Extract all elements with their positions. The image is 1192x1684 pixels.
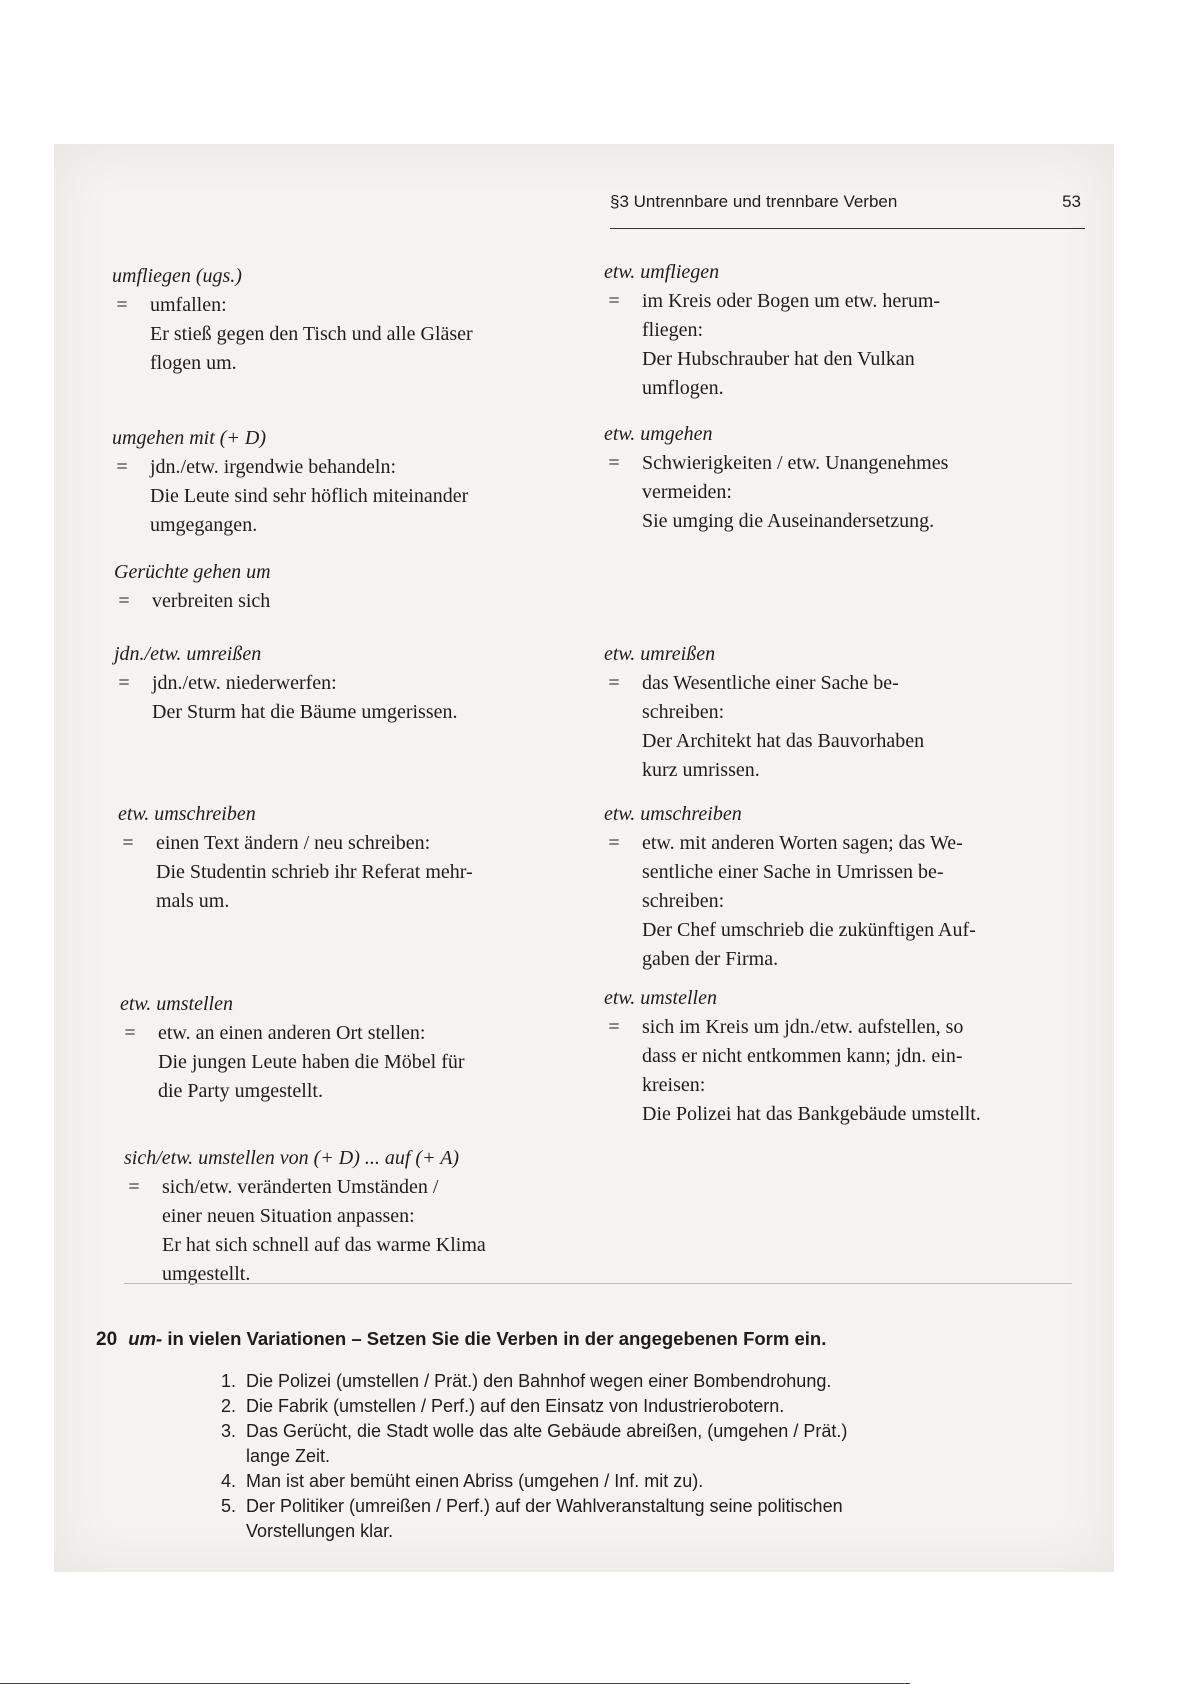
entry-umgehen-mit [112,424,468,540]
section-title: §3 Untrennbare und trennbare Verben [610,192,898,211]
headword: jdn./etw. umreißen [114,643,262,665]
exercise-heading [96,1328,1086,1351]
exercise-title: in vielen Variationen – Setzen Sie die Verben in der angegebenen Form ein. [167,1328,827,1349]
example-line: mals um. [156,890,230,912]
running-head [610,188,1085,229]
example-line: dass er nicht entkommen kann; jdn. ein- [642,1045,963,1067]
example-line: fliegen: [642,319,704,341]
headword: sich/etw. umstellen von (+ D) ... auf (+ A) [124,1147,460,1169]
example-line: sentliche einer Sache in Umrissen be- [642,861,944,883]
item-text: Das Gerücht, die Stadt wolle das alte Gebäude abreißen, (umgehen / Prät.) [246,1421,848,1441]
definition: = etw. mit anderen Worten sagen; das We- [608,832,963,854]
item-text: lange Zeit. [246,1446,331,1466]
headword: etw. umstellen [120,993,233,1015]
entry-etw-umgehen [604,420,948,536]
example-line: Sie umging die Auseinandersetzung. [642,510,935,532]
exercise-prefix: um- [128,1328,163,1349]
example-line: schreiben: [642,701,725,723]
item-text: Der Politiker (umreißen / Perf.) auf der Wahlveranstaltung seine politischen [246,1496,843,1516]
entry-umstellen-ort [120,990,465,1106]
headword: etw. umschreiben [118,803,256,825]
example-line: Der Chef umschrieb die zukünftigen Auf- [642,919,976,941]
definition: = umfallen: [116,294,227,316]
exercise-item [206,1369,1086,1394]
item-number: 3. [220,1421,236,1441]
exercise-list [96,1369,1086,1544]
item-number: 2. [220,1396,236,1416]
entry-geruechte-gehen-um [114,558,271,616]
item-text: Vorstellungen klar. [246,1521,394,1541]
definition: = sich im Kreis um jdn./etw. aufstellen, so [608,1016,964,1038]
headword: etw. umfliegen [604,261,720,283]
headword: etw. umstellen [604,987,717,1009]
exercise-item [206,1419,1086,1469]
example-line: umflogen. [642,377,724,399]
item-text: Die Fabrik (umstellen / Perf.) auf den Einsatz von Industrierobotern. [246,1396,785,1416]
entry-umreissen-jdn [114,640,458,727]
definition: = etw. an einen anderen Ort stellen: [124,1022,426,1044]
headword: etw. umreißen [604,643,716,665]
exercise-item [206,1469,1086,1494]
example-line: umgegangen. [150,514,258,536]
definition: = verbreiten sich [118,590,271,612]
section-divider [124,1283,1072,1284]
definition: = das Wesentliche einer Sache be- [608,672,899,694]
example-line: Die Polizei hat das Bankgebäude umstellt. [642,1103,981,1125]
definition: = jdn./etw. irgendwie behandeln: [116,456,397,478]
headword: umfliegen (ugs.) [112,265,242,287]
definition: = Schwierigkeiten / etw. Unangenehmes [608,452,949,474]
example-line: Der Sturm hat die Bäume umgerissen. [152,701,458,723]
example-line: kurz umrissen. [642,759,760,781]
definition: = jdn./etw. niederwerfen: [118,672,337,694]
example-line: umgestellt. [162,1263,251,1285]
exercise-item [206,1494,1086,1544]
example-line: flogen um. [150,352,237,374]
item-text: Die Polizei (umstellen / Prät.) den Bahnhof wegen einer Bombendrohung. [246,1371,832,1391]
definition: = sich/etw. veränderten Umständen / [128,1176,439,1198]
example-line: einer neuen Situation anpassen: [162,1205,415,1227]
example-line: Der Hubschrauber hat den Vulkan [642,348,915,370]
entry-etw-umstellen-kreis [604,984,981,1129]
definition: = einen Text ändern / neu schreiben: [122,832,431,854]
example-line: Die Studentin schrieb ihr Referat mehr- [156,861,473,883]
exercise-item [206,1394,1086,1419]
example-line: Die jungen Leute haben die Möbel für [158,1051,465,1073]
example-line: Er hat sich schnell auf das warme Klima [162,1234,486,1256]
headword: etw. umgehen [604,423,713,445]
entry-etw-umreissen [604,640,924,785]
headword: etw. umschreiben [604,803,742,825]
definition: = im Kreis oder Bogen um etw. herum- [608,290,941,312]
entry-etw-umschreiben [604,800,976,974]
example-line: die Party umgestellt. [158,1080,323,1102]
entry-umschreiben-text [118,800,473,916]
exercise-20 [96,1328,1086,1544]
headword: Gerüchte gehen um [114,561,271,583]
entry-umfliegen-ugs [112,262,473,378]
example-line: gaben der Firma. [642,948,779,970]
item-text: Man ist aber bemüht einen Abriss (umgehen / Inf. mit zu). [246,1471,704,1491]
example-line: Er stieß gegen den Tisch und alle Gläser [150,323,473,345]
example-line: Die Leute sind sehr höflich miteinander [150,485,469,507]
page-number: 53 [1062,192,1081,211]
example-line: Der Architekt hat das Bauvorhaben [642,730,925,752]
item-number: 1. [220,1371,236,1391]
example-line: schreiben: [642,890,725,912]
example-line: kreisen: [642,1074,706,1096]
entry-etw-umfliegen [604,258,940,403]
item-number: 4. [220,1471,236,1491]
exercise-number: 20 [96,1329,118,1350]
item-number: 5. [220,1496,236,1516]
entry-sich-umstellen [124,1144,486,1289]
headword: umgehen mit (+ D) [112,427,267,449]
example-line: vermeiden: [642,481,732,503]
